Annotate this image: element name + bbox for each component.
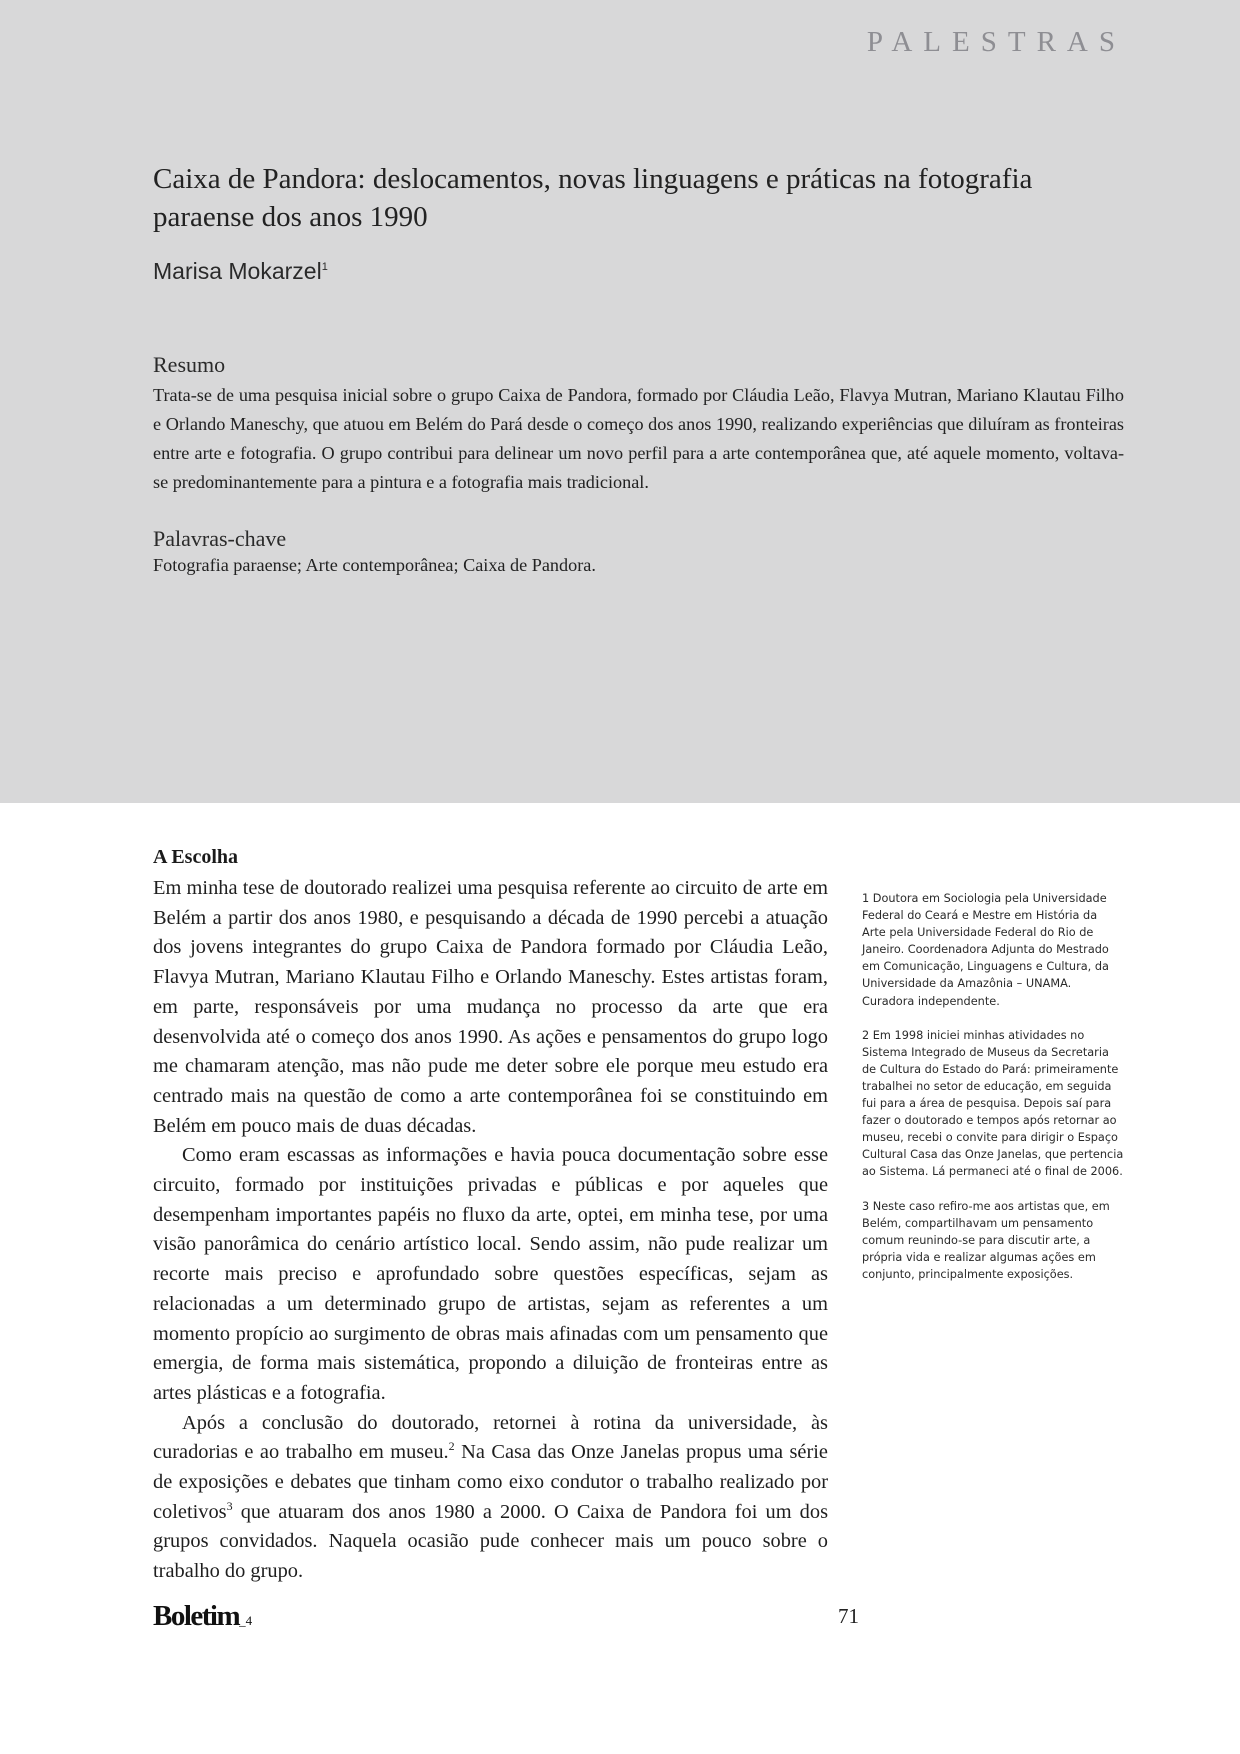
footnote-ref-2[interactable]: 2 bbox=[448, 1439, 455, 1454]
footnote-1: 1 Doutora em Sociologia pela Universidade Federal do Ceará e Mestre em História da Arte pela Universidade Federal do Rio de Janeiro. Coordenadora Adjunta do Mestrado em Comunicação, Linguagens e Cultura, da Universidade da Amazônia – UNAMA. Curadora independente. bbox=[862, 892, 1109, 1008]
page-number: 71 bbox=[838, 1604, 859, 1628]
footnotes-column bbox=[862, 890, 1124, 1300]
body-paragraph-2: Como eram escassas as informações e havia pouca documentação sobre esse circuito, formado por instituições privadas e públicas e por aqueles que desempenham importantes papéis no fluxo da arte, optei, em minha tese, por uma visão panorâmica do cenário artístico local. Sendo assim, não pude realizar um recorte mais preciso e aprofundado sobre questões específicas, sejam as relacionadas a um determinado grupo de artistas, sejam as referentes a um momento propício ao surgimento de obras mais afinadas com um pensamento que emergia, de forma mais sistemática, propondo a diluição de fronteiras entre as artes plásticas e a fotografia. bbox=[153, 1144, 828, 1404]
author-footnote-marker[interactable]: 1 bbox=[321, 261, 328, 273]
footnote-ref-3[interactable]: 3 bbox=[226, 1498, 233, 1513]
abstract-heading: Resumo bbox=[153, 352, 226, 377]
author-name bbox=[153, 258, 328, 285]
footnote-3: 3 Neste caso refiro-me aos artistas que, em Belém, compartilhavam um pensamento comum reunindo-se para discutir arte, a própria vida e realizar algumas ações em conjunto, principalmente exposições. bbox=[862, 1199, 1110, 1281]
journal-logo-text: Boletim bbox=[153, 1600, 240, 1632]
keywords-heading: Palavras-chave bbox=[153, 526, 287, 551]
section-label: PALESTRAS bbox=[866, 26, 1126, 58]
body-paragraph-3 bbox=[153, 1409, 828, 1587]
article-title: Caixa de Pandora: deslocamentos, novas linguagens e práticas na fotografia paraense dos anos 1990 bbox=[153, 163, 1033, 233]
section-heading: A Escolha bbox=[153, 846, 239, 868]
abstract-text: Trata-se de uma pesquisa inicial sobre o grupo Caixa de Pandora, formado por Cláudia Leão, Flavya Mutran, Mariano Klautau Filho e Orlando Maneschy, que atuou em Belém do Pará desde o começo dos anos 1990, realizando experiências que diluíram as fronteiras entre arte e fotografia. O grupo contribui para delinear um novo perfil para a arte contemporânea que, até aquele momento, voltava-se predominantemente para a pintura e a fotografia mais tradicional. bbox=[153, 385, 1124, 492]
body-paragraph-3-part-b: Na Casa das Onze Janelas propus uma série de exposições e debates que tinham como eixo condutor o trabalho realizado por coletivos bbox=[153, 1441, 828, 1523]
journal-logo bbox=[153, 1600, 252, 1633]
keywords-text: Fotografia paraense; Arte contemporânea; Caixa de Pandora. bbox=[153, 555, 596, 575]
body-paragraph-3-part-c: que atuaram dos anos 1980 a 2000. O Caixa de Pandora foi um dos grupos convidados. Naquela ocasião pude conhecer mais um pouco sobre o trabalho do grupo. bbox=[153, 1500, 828, 1583]
body-paragraph-3-part-a: Após a conclusão do doutorado, retornei à rotina da universidade, às curadorias e ao trabalho em museu. bbox=[153, 1411, 828, 1464]
body-column bbox=[153, 874, 828, 1587]
body-paragraph-1: Em minha tese de doutorado realizei uma pesquisa referente ao circuito de arte em Belém a partir dos anos 1980, e pesquisando a década de 1990 percebi a atuação dos jovens integrantes do grupo Caixa de Pandora formado por Cláudia Leão, Flavya Mutran, Mariano Klautau Filho e Orlando Maneschy. Estes artistas foram, em parte, responsáveis por uma mudança no processo da arte que era desenvolvida até o começo dos anos 1990. As ações e pensamentos do grupo logo me chamaram atenção, mas não pude me deter sobre ele porque meu estudo era centrado mais na questão de como a arte contemporânea foi se constituindo em Belém em pouco mais de duas décadas. bbox=[153, 877, 828, 1137]
footnote-2: 2 Em 1998 iniciei minhas atividades no Sistema Integrado de Museus da Secretaria de Cultura do Estado do Pará: primeiramente trabalhei no setor de educação, em seguida fui para a área de pesquisa. Depois saí para fazer o doutorado e tempos após retornar ao museu, recebi o convite para dirigir o Espaço Cultural Casa das Onze Janelas, que pertencia ao Sistema. Lá permaneci até o final de 2006. bbox=[862, 1028, 1124, 1179]
journal-issue: _4 bbox=[239, 1613, 253, 1628]
author-name-text: Marisa Mokarzel bbox=[153, 258, 322, 284]
